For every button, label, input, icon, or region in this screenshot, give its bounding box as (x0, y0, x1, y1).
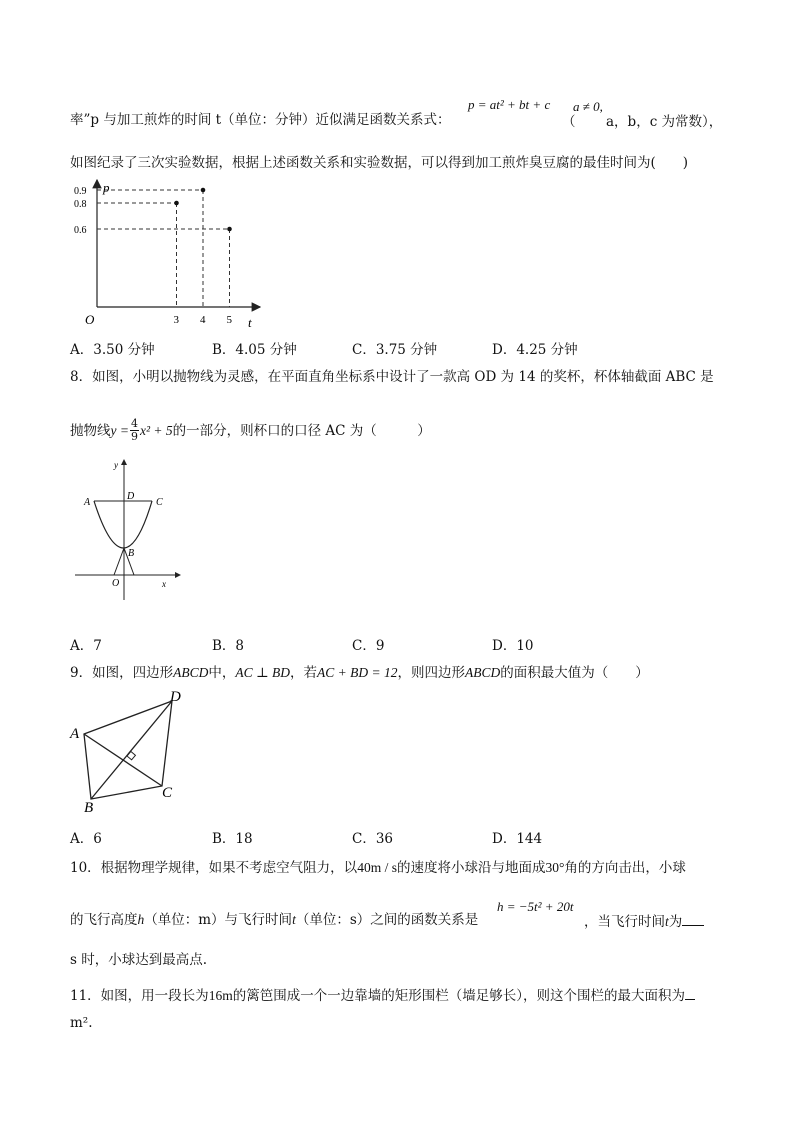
q8-line1: 8．如图，小明以抛物线为灵感，在平面直角坐标系中设计了一款高 OD 为 14 的奖杯，杯体轴截面 ABC 是 (70, 369, 714, 385)
q10-text-c: 角的方向击出，小球 (564, 860, 686, 876)
q10-line2-tail (584, 910, 704, 930)
q9-text-e: 的面积最大值为（ ） (500, 665, 649, 681)
q8-label-o: O (112, 578, 120, 589)
q11-answer-blank[interactable] (685, 985, 695, 1000)
q10-speed: 40m / s (357, 860, 397, 875)
q9-option-b[interactable]: B．18 (212, 831, 253, 847)
q10-t-2: t (665, 914, 669, 929)
q11-text-a: 11．如图，用一段长为 (70, 988, 209, 1004)
q7-option-d[interactable]: D．4.25 分钟 (492, 342, 578, 358)
q10-t: t (292, 912, 296, 927)
q9-perp: AC ⊥ BD (235, 665, 291, 680)
q9-label-c: C (162, 785, 173, 801)
q10-text-b: 的速度将小球沿与地面成 (396, 860, 546, 876)
q7-cond: a ≠ 0, (573, 99, 603, 114)
q7-formula: p = at² + bt + c (468, 97, 551, 112)
q10-text-2b: （单位：m）与飞行时间 (144, 912, 293, 928)
y-tick-0.6: 0.6 (74, 225, 87, 236)
q10-text-2d: ，当飞行时间 (584, 914, 665, 930)
q8-frac-den: 9 (130, 430, 138, 443)
q9-abcd-1: ABCD (173, 665, 209, 680)
data-point-2 (227, 227, 232, 232)
q8-label-a: A (84, 497, 91, 508)
q11-line2: m². (70, 1015, 93, 1031)
q8-fraction (130, 418, 139, 443)
x-tick-3: 3 (173, 314, 179, 326)
q7-line2: 如图纪录了三次实验数据，根据上述函数关系和实验数据，可以得到加工煎炸臭豆腐的最佳时间为( ) (70, 155, 689, 171)
q7-option-a[interactable]: A．3.50 分钟 (70, 342, 155, 358)
q7-option-b[interactable]: B．4.05 分钟 (212, 342, 297, 358)
q7-line1 (70, 110, 451, 130)
q8-figure (70, 455, 190, 605)
q8-line2-y: y = (110, 422, 129, 438)
q7-cond-tail: a，b，c 为常数）， (606, 114, 723, 130)
y-tick-0.9: 0.9 (74, 186, 87, 197)
q8-parabola (94, 501, 152, 548)
q7-cond-paren: （ (562, 114, 576, 130)
q9-option-c[interactable]: C．36 (352, 831, 394, 847)
q9-sum: AC + BD = 12 (317, 665, 398, 680)
q9-text-c: ，若 (290, 665, 318, 681)
data-point-1 (201, 188, 206, 193)
q8-line2 (70, 418, 431, 443)
q9-text-a: 9．如图，四边形 (70, 665, 174, 681)
y-tick-0.8: 0.8 (74, 199, 87, 210)
q8-option-b[interactable]: B．8 (212, 638, 245, 654)
q11-len: 16m (208, 988, 233, 1003)
q9-text-b: 中， (208, 665, 236, 681)
x-tick-5: 5 (226, 314, 232, 326)
q10-text-2e: 为 (668, 914, 683, 930)
q8-label-y: y (114, 460, 118, 470)
q10-line1 (70, 858, 686, 878)
q9-label-d: D (170, 689, 181, 705)
q8-line2-pre: 抛物线 (70, 422, 111, 439)
q8-line2-expr: x² + 5 (139, 422, 173, 438)
q10-text-2a: 的飞行高度 (70, 912, 138, 928)
q10-answer-blank[interactable] (682, 911, 704, 926)
q10-angle: 30° (545, 860, 565, 875)
q9-abcd-2: ABCD (465, 665, 501, 680)
q8-line2-post: 的一部分，则杯口的口径 AC 为（ ） (172, 422, 431, 439)
q9-figure (66, 686, 196, 816)
q8-option-a[interactable]: A．7 (70, 638, 102, 654)
q8-label-d: D (127, 491, 135, 502)
q8-frac-num: 4 (130, 417, 138, 430)
q9-line1 (70, 663, 649, 683)
q7-chart (70, 172, 280, 332)
q9-option-d[interactable]: D．144 (492, 831, 543, 847)
q10-text-2c: （单位：s）之间的函数关系是 (295, 912, 479, 928)
q11-text-b: 的篱笆围成一个一边靠墙的矩形围栏（墙足够长），则这个围栏的最大面积为 (232, 988, 685, 1004)
q8-option-c[interactable]: C．9 (352, 638, 385, 654)
q11-line1 (70, 985, 695, 1006)
q9-label-a: A (70, 726, 80, 742)
q8-label-x: x (162, 579, 166, 589)
x-tick-4: 4 (200, 314, 206, 326)
q8-label-c: C (156, 497, 163, 508)
q9-right-angle-mark (127, 751, 135, 759)
q8-option-d[interactable]: D．10 (492, 638, 534, 654)
x-axis-label: t (248, 315, 252, 330)
q7-option-c[interactable]: C．3.75 分钟 (352, 342, 438, 358)
q7-line1-text: 率”p 与加工煎炸的时间 t（单位：分钟）近似满足函数关系式： (70, 112, 451, 128)
q10-line3: s 时，小球达到最高点. (70, 952, 208, 968)
q8-label-b: B (128, 548, 135, 559)
q10-text-a: 10．根据物理学规律，如果不考虑空气阻力，以 (70, 860, 358, 876)
q8-stem-left (114, 548, 124, 575)
data-point-0 (174, 201, 179, 206)
y-axis-label: p (103, 180, 110, 195)
origin-label: O (85, 312, 95, 327)
q9-label-b: B (84, 800, 94, 816)
q10-formula: h = −5t² + 20t (497, 899, 574, 914)
q9-option-a[interactable]: A．6 (70, 831, 102, 847)
q10-line2 (70, 910, 478, 930)
q10-h: h (137, 912, 145, 927)
q9-text-d: ，则四边形 (397, 665, 466, 681)
